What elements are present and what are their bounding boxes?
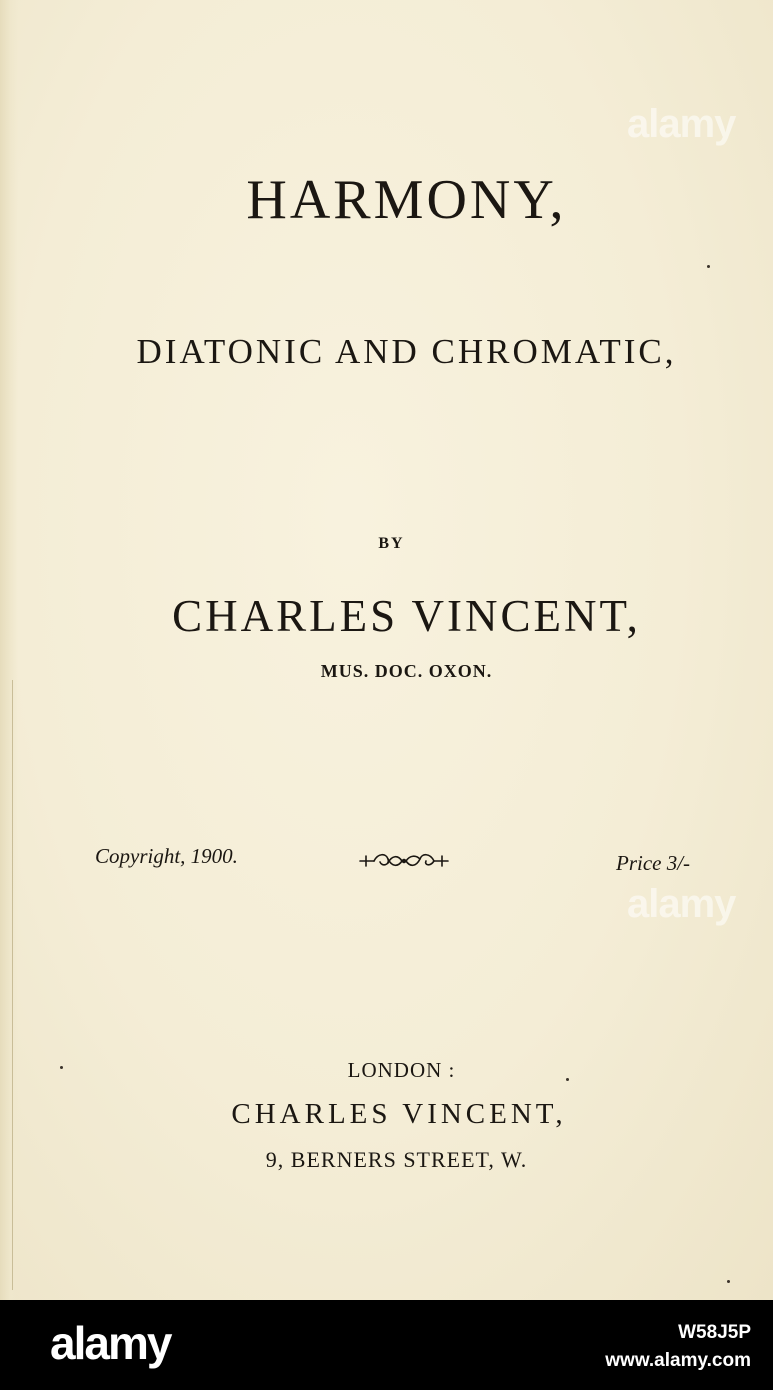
byline-label: BY (378, 535, 405, 552)
paper-speck (566, 1078, 569, 1081)
author-degree: MUS. DOC. OXON. (320, 661, 493, 681)
footer-image-id: W58J5P (678, 1322, 751, 1343)
paper-speck (707, 265, 710, 268)
publisher-name: CHARLES VINCENT, (231, 1098, 567, 1130)
flourish-ornament-icon (358, 847, 450, 875)
page-edge-line (12, 680, 13, 1290)
price-notice: Price 3/- (616, 851, 691, 875)
paper-speck (60, 1066, 63, 1069)
watermark-middle: alamy (627, 882, 736, 926)
watermark-top: alamy (627, 102, 736, 146)
stock-footer-bar (0, 1300, 773, 1390)
copyright-notice: Copyright, 1900. (95, 844, 238, 868)
publisher-address: 9, BERNERS STREET, W. (265, 1147, 528, 1172)
author-name: CHARLES VINCENT, (172, 591, 641, 641)
footer-logo: alamy (50, 1317, 171, 1369)
paper-speck (727, 1280, 730, 1283)
book-subtitle: DIATONIC AND CHROMATIC, (136, 332, 677, 371)
book-title: HARMONY, (246, 169, 567, 231)
footer-url[interactable]: www.alamy.com (605, 1350, 751, 1371)
publication-place: LONDON : (347, 1058, 456, 1082)
